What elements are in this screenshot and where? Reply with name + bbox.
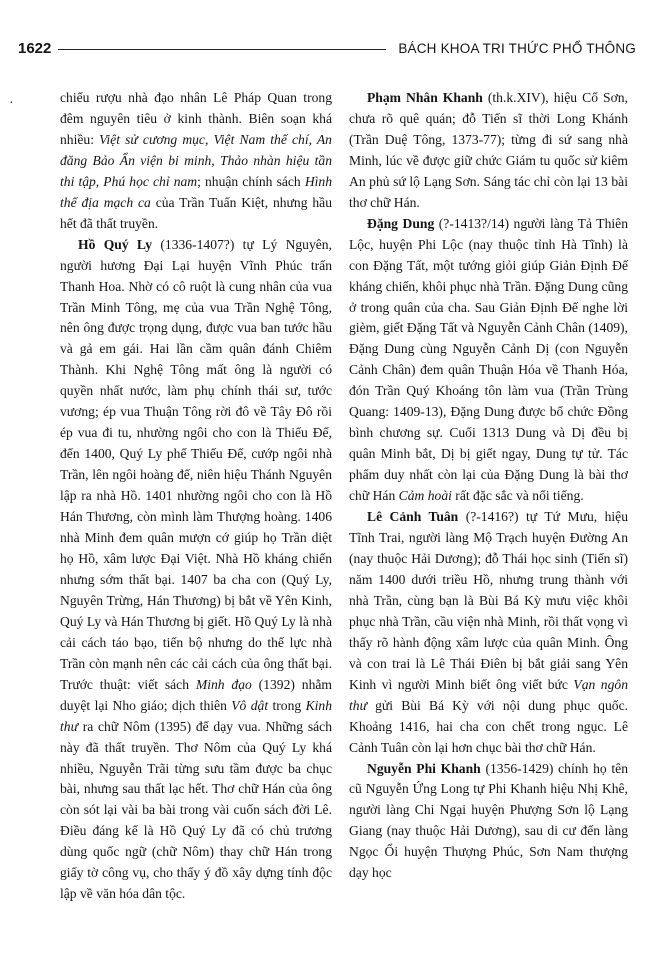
book-title: BÁCH KHOA TRI THỨC PHỔ THÔNG — [398, 41, 636, 56]
body-text: (1356-1429) chính họ tên cũ Nguyễn Ứng Long tự Phi Khanh hiệu Nhị Khê, người làng Chi Ngại huyện Phượng Sơn lộ Lạng Giang (nay thuộc Hải Dương), sau di cư đến làng Ngọc Ổi huyện Thượng Phúc, Sơn Nam thượng dạy học — [349, 760, 628, 881]
page-header — [18, 36, 636, 66]
entry-name: Lê Cảnh Tuân — [367, 509, 459, 525]
entry-name: Hồ Quý Ly — [78, 236, 153, 252]
page-number: 1622 — [18, 40, 52, 57]
paragraph-continuation — [60, 88, 332, 235]
entry-ho-quy-ly — [60, 235, 332, 906]
entry-name: Nguyễn Phi Khanh — [367, 760, 481, 776]
italic-title: Cảm hoài — [398, 488, 452, 504]
body-text: ; nhuận chính sách — [197, 173, 305, 189]
body-text: ra chữ Nôm (1395) để dạy vua. Những sách này đã thất truyền. Thơ Nôm của Quý Ly khá nhiều, Nguyễn Trãi từng sưu tầm được ba chục bài, nhưng sau thất lạc hết. Thơ chữ Hán của ông còn sót lại vài ba bài trong vài cuốn sách đời Lê. Điều đáng kể là Hồ Quý Ly đã có chủ trương dùng quốc ngữ (chữ Nôm) thay chữ Hán trong giấy tờ công vụ, cho thấy ý đồ xây dựng tính độc lập về văn hóa dân tộc. — [60, 718, 332, 902]
left-column — [60, 88, 332, 905]
body-text: (?-1413?/14) người làng Tả Thiên Lộc, huyện Phi Lộc (nay thuộc tỉnh Hà Tĩnh) là con Đặng Tất, một tướng giỏi giúp Giản Định Đế kháng chiến, khôi phục nhà Trần. Đặng Dung cũng ở trong quân của cha. Sau Giản Định Đế nghe lời gièm, giết Đặng Tất và Nguyễn Cảnh Chân (1409), Đặng Dung cùng Nguyễn Cảnh Dị (con Nguyễn Cảnh Chân) đem quân Thuận Hóa về Thanh Hóa, đón Trần Quý Khoáng tôn làm vua (Trần Trùng Quang: 1409-13), Đặng Dung được bổ chức Đồng bình chương sự. Cuối 1313 Dung và Dị đều bị quân Minh bắt, Dị bị giết ngay, Dung tự tử. Tác phẩm duy nhất còn lại của Đặng Dung là bài thơ chữ Hán — [349, 215, 628, 504]
italic-title: Việt sử cương mục, Việt Nam thế chí, An đăng Bảo Ẩn viện bi minh, Thảo nhàn hiệu tần thi tập, Phú học chỉ nam — [60, 131, 332, 189]
entry-nguyen-phi-khanh — [349, 759, 628, 885]
entry-le-canh-tuan — [349, 507, 628, 758]
body-text: (1336-1407?) tự Lý Nguyên, người hương Đại Lại huyện Vĩnh Phúc trấn Thanh Hoa. Nhờ có cô ruột là cung nhân của vua Trần Minh Tông, mẹ của vua Trần Nghệ Tông, nên ông được trọng dụng, được vua ban tước hầu và gả em gái. Hai lần cầm quân đánh Chiêm Thành. Khi Nghệ Tông mất ông là người có quyền nhất nước, làm phụ chính thái sư, tước vương; ép vua Thuận Tông rời đô về Tây Đô rồi ép vua đi tu, nhường ngôi cho con là Thiếu Đế, đến 1400, Quý Ly phế Thiếu Đế, cướp ngôi nhà Trần, lên ngôi hoàng đế, niên hiệu Thánh Nguyên lập ra nhà Hồ. 1401 nhường ngôi cho con là Hồ Hán Thương, còn mình làm Thượng hoàng. 1406 nhà Minh đem quân mượn cớ giúp họ Trần diệt họ Hồ, xâm lược Đại Việt. Nhà Hồ kháng chiến nhưng sớm thất bại. 1407 ba cha con (Quý Ly, Nguyên Trừng, Hán Thương) bị bắt về Yên Kinh, Quý Ly và Hán Thương bị giết. Hồ Quý Ly là nhà cải cách táo bạo, tiến bộ nhưng do thế lực nhà Trần còn mạnh nên các cải cách của ông thất bại. Trước thuật: viết sách — [60, 236, 333, 692]
italic-title: Vạn ngôn thư — [349, 676, 628, 713]
body-text: (th.k.XIV), hiệu Cổ Sơn, chưa rõ quê quán; đỗ Tiến sĩ thời Long Khánh (Trần Duệ Tông, 1373-77); từng đi sứ sang nhà Minh, lúc về được giữ chức Giám tu quốc sử kiêm An phủ sứ lộ Lạng Sơn. Sáng tác chỉ còn lại 13 bài thơ chữ Hán. — [349, 90, 628, 210]
entry-name: Đặng Dung — [367, 215, 435, 231]
body-text: của Trần Tuấn Kiệt, nhưng hầu hết đã thất truyền. — [60, 194, 332, 231]
header-rule — [58, 49, 386, 50]
italic-title: Hình thế địa mạch ca — [60, 173, 333, 210]
entry-pham-nhan-khanh — [349, 88, 628, 214]
body-text: gửi Bùi Bá Kỳ với nội dung phục quốc. Khoảng 1416, hai cha con chết trong ngục. Lê Cảnh Tuân còn lại hơn chục bài thơ chữ Hán. — [349, 697, 628, 755]
margin-mark: · — [9, 96, 14, 111]
entry-name: Phạm Nhân Khanh — [367, 90, 483, 105]
body-text: chiếu rượu nhà đạo nhân Lê Pháp Quan trong đêm nguyên tiêu ở kinh thành. Biên soạn khá nhiều: — [60, 90, 332, 147]
body-text: trong — [268, 697, 306, 713]
body-text: (1392) nhằm duyệt lại Nho giáo; dịch thiên — [60, 676, 332, 713]
body-text: (?-1416?) tự Tứ Mưu, hiệu Tĩnh Trai, người làng Mộ Trạch huyện Đường An (nay thuộc Hải Dương); đỗ Thái học sinh (Tiến sĩ) năm 1400 dưới triều Hồ, nhưng trung thành với nhà Trần, cùng bạn là Bùi Bá Kỳ mưu việc khôi phục nhà Trần, cầu viện nhà Minh, rồi thất vọng vì thấy rõ hành động xâm lược của quân Minh. Ông và con trai là Lê Thái Điên bị bắt giải sang Yên Kinh vì người Minh biết ông viết bức — [349, 509, 629, 692]
right-column — [349, 88, 628, 884]
italic-title: Minh đạo — [195, 676, 252, 692]
entry-dang-dung — [349, 214, 628, 507]
body-text: rất đặc sắc và nổi tiếng. — [451, 488, 584, 504]
italic-title: Vô dật — [231, 697, 269, 713]
italic-title: Kinh thư — [60, 697, 332, 734]
